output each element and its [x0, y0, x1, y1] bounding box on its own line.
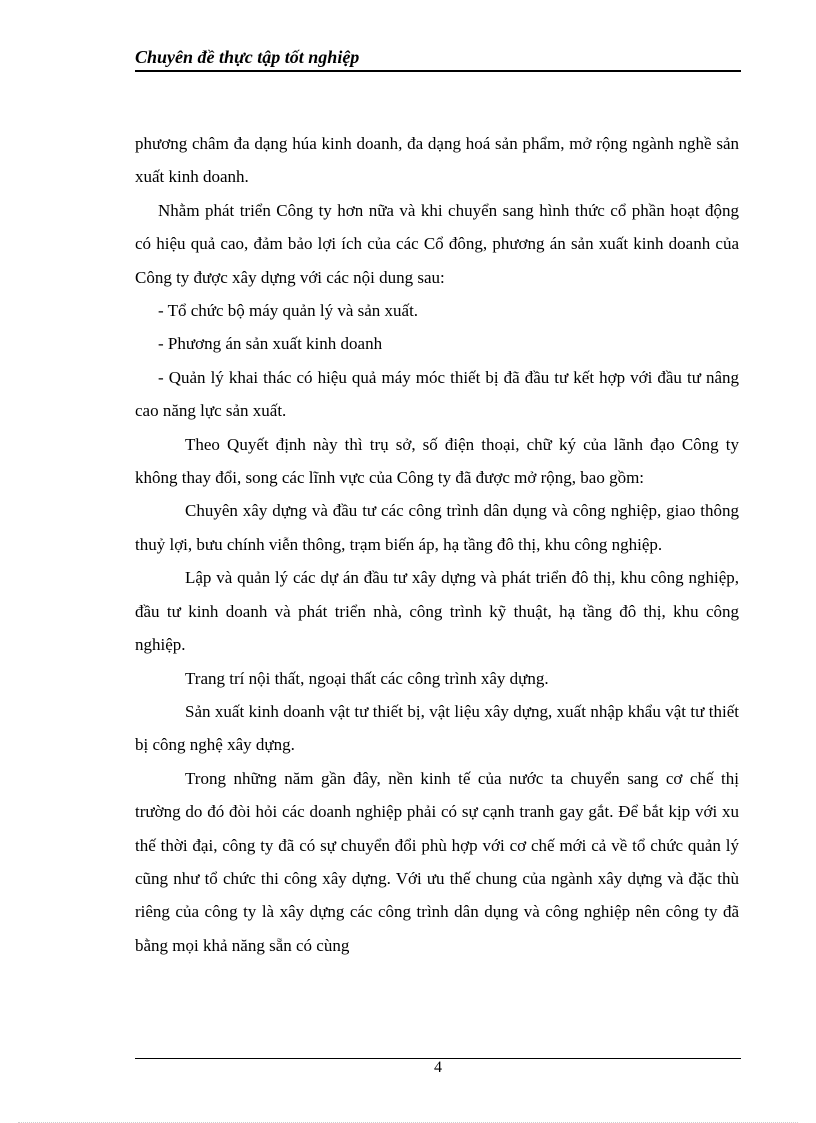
- paragraph: - Tổ chức bộ máy quản lý và sản xuất.: [158, 301, 419, 321]
- paragraph: Trang trí nội thất, ngoại thất các công trình xây dựng.: [185, 668, 549, 688]
- paragraph: Trong những năm gần đây, nền kinh tế của nước ta chuyển sang cơ chế thị trường do đó đòi hỏi các doanh nghiệp phải có sự cạnh tranh gay gắt. Để bắt kịp với xu thế thời đại, công ty đã có sự chuyển đổi phù hợp với cơ chế mới cả về tổ chức quản lý cũng như tổ chức thi công xây dựng. Với ưu thế chung của ngành xây dựng và đặc thù riêng của công ty là xây dựng các công trình dân dụng và công nghiệp nên công ty đã bằng mọi khả năng sẵn có cùng: [135, 768, 739, 955]
- paragraph: Lập và quản lý các dự án đầu tư xây dựng và phát triển đô thị, khu công nghiệp, đầu tư kinh doanh và phát triển nhà, công trình kỹ thuật, hạ tầng đô thị, khu công nghiệp.: [135, 568, 739, 655]
- paragraph: - Phương án sản xuất kinh doanh: [158, 334, 383, 354]
- paragraph: Chuyên xây dựng và đầu tư các công trình dân dụng và công nghiệp, giao thông thuỷ lợi, bưu chính viễn thông, trạm biến áp, hạ tầng đô thị, khu công nghiệp.: [135, 501, 739, 554]
- paragraph: - Quản lý khai thác có hiệu quả máy móc thiết bị đã đầu tư kết hợp với đầu tư nâng cao năng lực sản xuất.: [135, 367, 739, 421]
- header-title: Chuyên đề thực tập tốt nghiệp: [135, 47, 360, 67]
- body-text: [135, 127, 739, 962]
- paragraph: Theo Quyết định này thì trụ sở, số điện thoại, chữ ký của lãnh đạo Công ty không thay đổi, song các lĩnh vực của Công ty đã được mở rộng, bao gồm:: [135, 434, 739, 488]
- paragraph: Sản xuất kinh doanh vật tư thiết bị, vật liệu xây dựng, xuất nhập khẩu vật tư thiết bị công nghệ xây dựng.: [135, 701, 739, 755]
- paragraph: Nhằm phát triển Công ty hơn nữa và khi chuyển sang hình thức cổ phần hoạt động có hiệu quả cao, đảm bảo lợi ích của các Cổ đông, phương án sản xuất kinh doanh của Công ty được xây dựng với các nội dung sau:: [135, 200, 739, 287]
- paragraph: phương châm đa dạng húa kinh doanh, đa dạng hoá sản phẩm, mở rộng ngành nghề sản xuất kinh doanh.: [135, 134, 739, 187]
- header-rule: [135, 70, 741, 72]
- page-number: 4: [434, 1059, 442, 1076]
